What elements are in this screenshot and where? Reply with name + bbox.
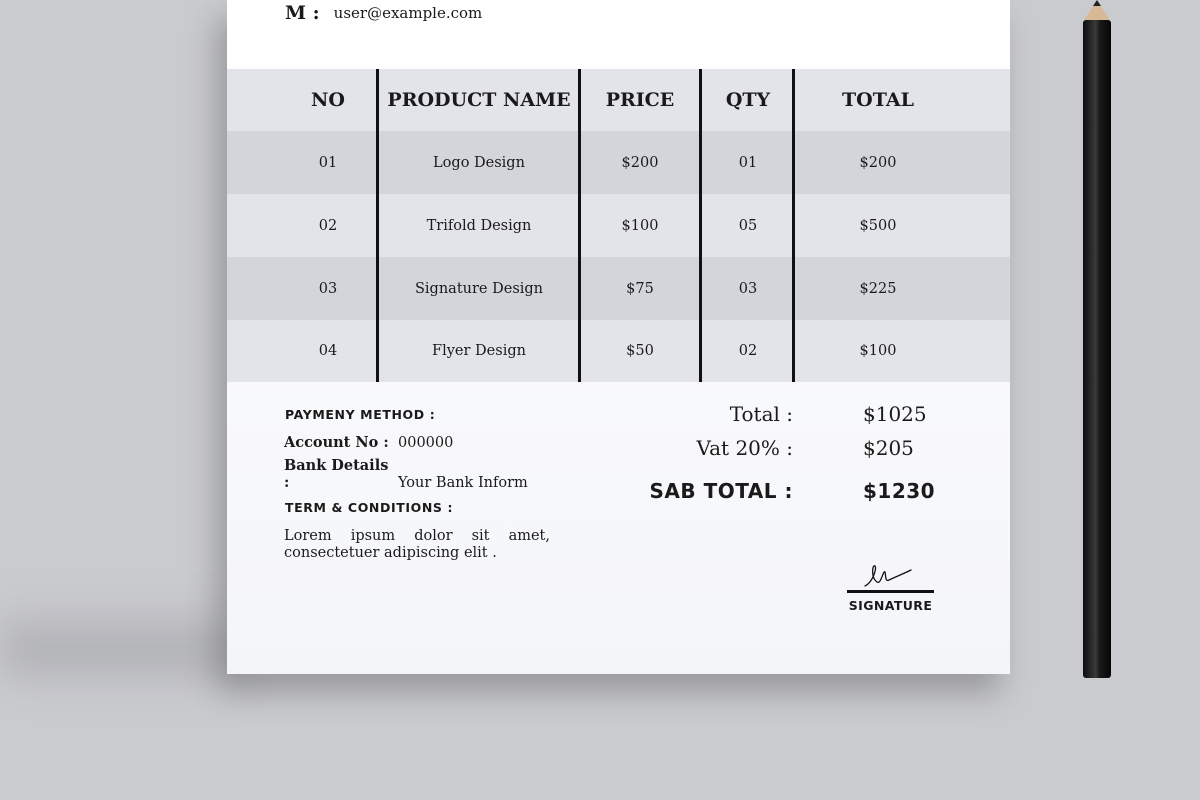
contact-label: M : — [285, 2, 320, 24]
header-price: PRICE — [605, 89, 675, 111]
cell-total: $500 — [859, 217, 897, 234]
total-value: $1025 — [863, 402, 927, 426]
header-no: NO — [311, 89, 345, 111]
invoice-table — [227, 69, 1010, 382]
contact-email: user@example.com — [333, 4, 483, 22]
cell-no: 02 — [318, 217, 338, 234]
cell-qty: 03 — [738, 280, 758, 297]
table-row — [227, 320, 1010, 382]
account-value: 000000 — [398, 435, 454, 451]
terms-text: Lorem ipsum dolor sit amet, consectetuer adipiscing elit . — [284, 528, 550, 561]
cell-price: $75 — [626, 280, 654, 297]
cell-qty: 05 — [738, 217, 758, 234]
cell-price: $100 — [621, 217, 659, 234]
invoice-paper — [227, 0, 1010, 674]
cell-product: Logo Design — [433, 154, 525, 171]
column-divider — [376, 69, 379, 382]
bank-value: Your Bank Inform — [398, 475, 528, 491]
table-header-row — [227, 69, 1010, 131]
cell-product: Signature Design — [414, 280, 544, 297]
signature-label: SIGNATURE — [848, 598, 933, 613]
header-total: TOTAL — [842, 89, 914, 111]
total-label: Total : — [729, 402, 793, 426]
payment-method-title: PAYMENY METHOD : — [285, 407, 436, 422]
cell-product: Trifold Design — [426, 217, 532, 234]
grand-total-value: $1230 — [863, 479, 936, 503]
cell-total: $100 — [859, 343, 897, 359]
column-divider — [699, 69, 702, 382]
contact-email-row — [285, 2, 482, 24]
bank-label: Bank Details : — [284, 457, 389, 491]
cell-price: $200 — [621, 154, 659, 171]
paper-shadow — [0, 600, 240, 690]
terms-title: TERM & CONDITIONS : — [285, 500, 454, 515]
pencil-icon — [1080, 0, 1114, 682]
cell-price: $50 — [626, 343, 654, 359]
account-number-row — [284, 434, 453, 451]
bank-details-row — [284, 457, 528, 491]
table-row — [227, 194, 1010, 257]
column-divider — [792, 69, 795, 382]
cell-qty: 02 — [738, 343, 758, 359]
column-divider — [578, 69, 581, 382]
cell-no: 01 — [318, 154, 338, 171]
signature-line — [847, 590, 934, 593]
header-qty: QTY — [725, 89, 771, 111]
vat-value: $205 — [863, 436, 914, 460]
grand-total-label: SAB TOTAL : — [649, 479, 793, 503]
table-row — [227, 131, 1010, 194]
cell-qty: 01 — [738, 154, 758, 171]
signature-icon — [863, 562, 913, 590]
table-row — [227, 257, 1010, 320]
cell-total: $200 — [859, 154, 897, 171]
account-label: Account No : — [284, 434, 389, 451]
cell-product: Flyer Design — [432, 343, 526, 359]
cell-no: 03 — [318, 280, 338, 297]
header-product: PRODUCT NAME — [387, 89, 571, 111]
cell-no: 04 — [318, 343, 338, 359]
vat-label: Vat 20% : — [696, 436, 793, 460]
cell-total: $225 — [859, 280, 897, 297]
